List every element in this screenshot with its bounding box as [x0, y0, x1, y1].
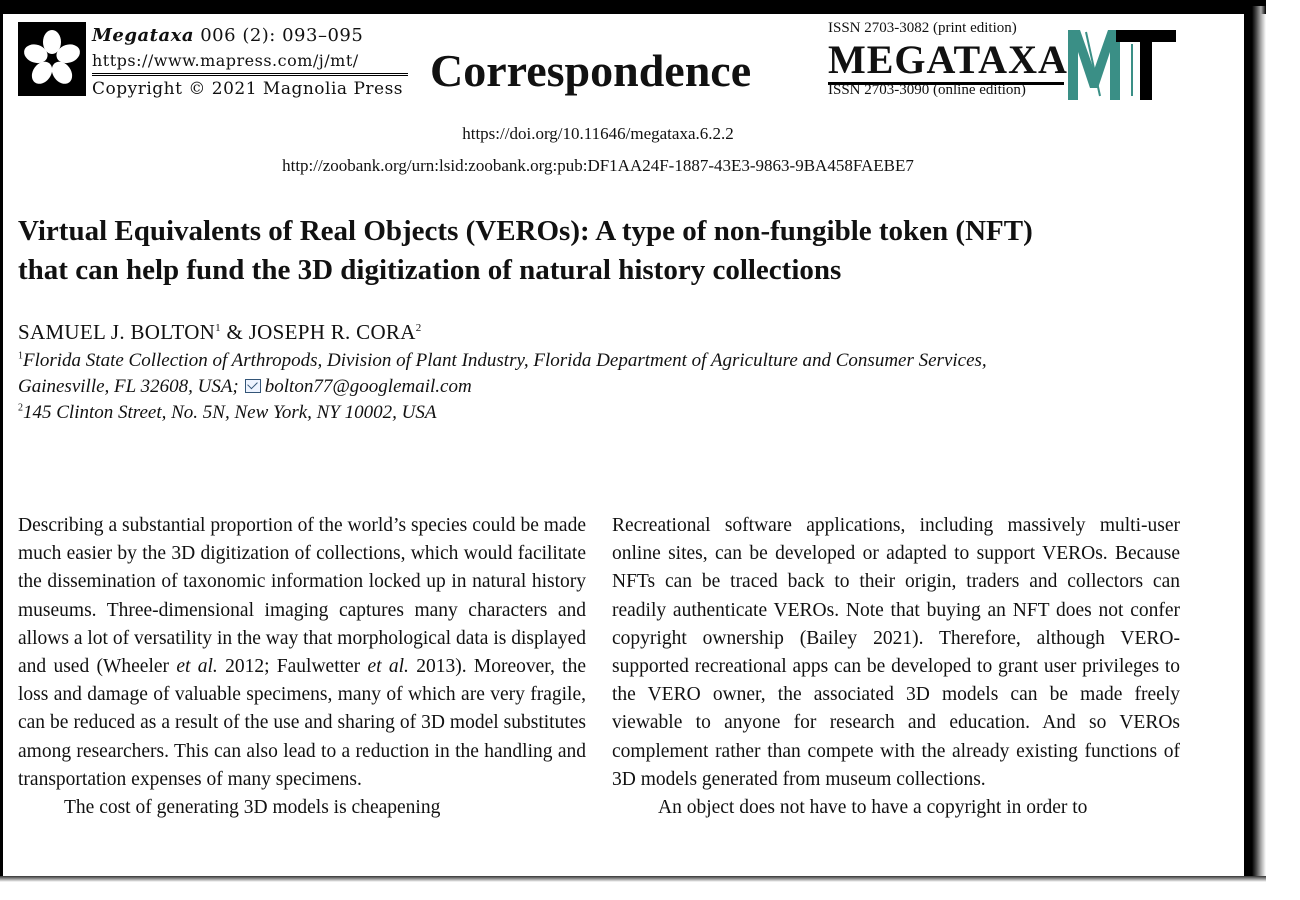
body-text-italic: et al. — [367, 656, 409, 678]
author-separator: & — [220, 320, 249, 344]
affiliation-1 — [18, 350, 987, 372]
affiliation-mark: 1 — [18, 350, 23, 362]
page-right-shadow — [1244, 6, 1266, 878]
body-paragraph — [18, 512, 586, 794]
author-name: SAMUEL J. BOLTON — [18, 320, 216, 344]
affiliation-1-continued — [18, 376, 472, 398]
article-title-line: that can help fund the 3D digitization of natural history collections — [18, 254, 842, 286]
email-link[interactable]: bolton77@googlemail.com — [264, 376, 472, 397]
issn-online: ISSN 2703-3090 (online edition) — [828, 82, 1026, 98]
email-icon — [245, 379, 261, 393]
article-title — [18, 212, 1198, 290]
header-rule — [92, 73, 408, 74]
journal-url-link[interactable]: https://www.mapress.com/j/mt/ — [92, 51, 359, 70]
copyright-notice: Copyright © 2021 Magnolia Press — [92, 79, 404, 99]
body-paragraph: The cost of generating 3D models is cheapening — [64, 797, 441, 819]
journal-citation — [92, 25, 363, 46]
author-affiliation-mark: 1 — [215, 322, 221, 334]
body-text: 2013). Moreover, the loss and damage of valuable specimens, many of which are very fragile, can be reduced as a result of the use and sharing of 3D model substitutes among researchers. This can also lead to a reduction in the handling and transportation expenses of many specimens. — [18, 656, 586, 790]
header-rule — [92, 75, 408, 76]
page-left-border — [0, 0, 3, 878]
affiliation-text: 145 Clinton Street, No. 5N, New York, NY 10002, USA — [23, 402, 437, 423]
article-title-line: Virtual Equivalents of Real Objects (VEROs): A type of non-fungible token (NFT) — [18, 215, 1033, 247]
issn-print: ISSN 2703-3082 (print edition) — [828, 20, 1017, 36]
author-affiliation-mark: 2 — [415, 322, 422, 334]
mt-logo-icon — [1066, 26, 1178, 102]
author-name: JOSEPH R. CORA — [248, 320, 416, 344]
section-title: Correspondence — [430, 45, 752, 96]
affiliation-2 — [18, 402, 436, 424]
body-text: 2012; Faulwetter — [217, 656, 368, 678]
body-column-left — [18, 512, 586, 822]
page-top-shadow — [0, 0, 1266, 14]
body-text-italic: et al. — [176, 656, 218, 678]
journal-brand-word: MEGATAXA — [828, 37, 1068, 82]
journal-issue: 006 (2): 093–095 — [200, 25, 364, 46]
journal-name: Megataxa — [92, 25, 194, 46]
magnolia-flower-logo — [18, 22, 86, 96]
body-column-right — [612, 512, 1180, 822]
author-list — [18, 320, 422, 345]
affiliation-text: Florida State Collection of Arthropods, Division of Plant Industry, Florida Department of Agriculture and Consumer Services, — [23, 350, 987, 371]
doi-link[interactable]: https://doi.org/10.11646/megataxa.6.2.2 — [462, 124, 734, 143]
page-bottom-shadow — [0, 876, 1266, 882]
body-paragraph: An object does not have to have a copyright in order to — [658, 797, 1088, 819]
affiliation-text: Gainesville, FL 32608, USA; — [18, 376, 239, 397]
affiliation-mark: 2 — [18, 402, 23, 414]
body-text: Describing a substantial proportion of the world’s species could be made much easier by the 3D digitization of collections, which would facilitate the dissemination of taxonomic information locked up in natural history museums. Three-dimensional imaging captures many characters and allows a lot of versatility in the way that morphological data is displayed and used (Wheeler — [18, 515, 586, 678]
body-paragraph: Recreational software applications, including massively multi-user online sites, can be developed or adapted to support VEROs. Because NFTs can be traced back to their origin, traders and collectors can readily authenticate VEROs. Note that buying an NFT does not confer copyright ownership (Bailey 2021). Therefore, although VERO-supported recreational apps can be developed to grant user privileges to the VERO owner, the associated 3D models can be made freely viewable to anyone for research and education. And so VEROs complement rather than compete with the already existing functions of 3D models generated from museum collections. — [612, 515, 1180, 790]
zoobank-link[interactable]: http://zoobank.org/urn:lsid:zoobank.org:pub:DF1AA24F-1887-43E3-9863-9BA458FAEBE7 — [282, 156, 914, 175]
